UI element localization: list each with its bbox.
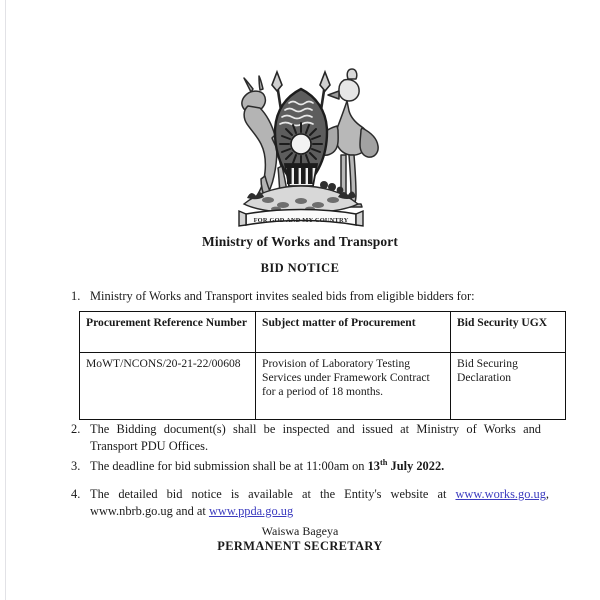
table-header-row	[80, 312, 566, 353]
clause-3-number: 3.	[71, 459, 81, 473]
cell-procurement-reference-number: MoWT/NCONS/20-21-22/00608	[80, 353, 256, 420]
table-row	[80, 353, 566, 420]
deadline-day: 13	[367, 459, 380, 473]
clause-4-middle-text: , www.nbrb.go.ug and at	[90, 487, 549, 518]
cell-subject-matter: Provision of Laboratory Testing Services under Framework Contract for a period of 18 months.	[256, 353, 451, 420]
deadline-month-year: July 2022.	[387, 459, 445, 473]
column-header-procurement-reference-number: Procurement Reference Number	[80, 312, 256, 353]
coat-of-arms-container	[0, 58, 600, 235]
clause-3	[71, 458, 541, 475]
link-works-go-ug[interactable]: www.works.go.ug	[455, 487, 546, 501]
cell-bid-security: Bid Securing Declaration	[451, 353, 566, 420]
clause-4	[71, 486, 549, 519]
clause-1-text: Ministry of Works and Transport invites sealed bids from eligible bidders for:	[90, 289, 475, 303]
clause-4-text	[90, 486, 549, 519]
signatory-name: Waiswa Bageya	[261, 524, 339, 538]
clause-4-lead-text: The detailed bid notice is available at the Entity's website at	[90, 487, 456, 501]
clause-1-number: 1.	[71, 289, 81, 303]
document-subtitle: BID NOTICE	[260, 261, 340, 275]
clause-3-text	[90, 458, 541, 475]
clause-4-number: 4.	[71, 487, 81, 501]
page-title: Ministry of Works and Transport	[202, 234, 398, 249]
column-header-bid-security: Bid Security UGX	[451, 312, 566, 353]
bid-lots-table	[79, 311, 566, 420]
clause-2-number: 2.	[71, 422, 81, 436]
clause-1	[71, 288, 541, 305]
signatory-role: PERMANENT SECRETARY	[217, 539, 383, 553]
motto-scroll	[239, 210, 363, 227]
clause-2	[71, 421, 541, 454]
column-header-subject-matter: Subject matter of Procurement	[256, 312, 451, 353]
clause-2-text: The Bidding document(s) shall be inspected and issued at Ministry of Works and Transport PDU Offices.	[90, 422, 541, 453]
motto-text: FOR GOD AND MY COUNTRY	[253, 217, 349, 224]
uganda-coat-of-arms-icon	[220, 58, 380, 230]
clause-3-lead-text: The deadline for bid submission shall be at 11:00am on	[90, 459, 368, 473]
link-ppda-go-ug[interactable]: www.ppda.go.ug	[208, 503, 294, 518]
deadline-day-suffix: th	[379, 457, 388, 467]
